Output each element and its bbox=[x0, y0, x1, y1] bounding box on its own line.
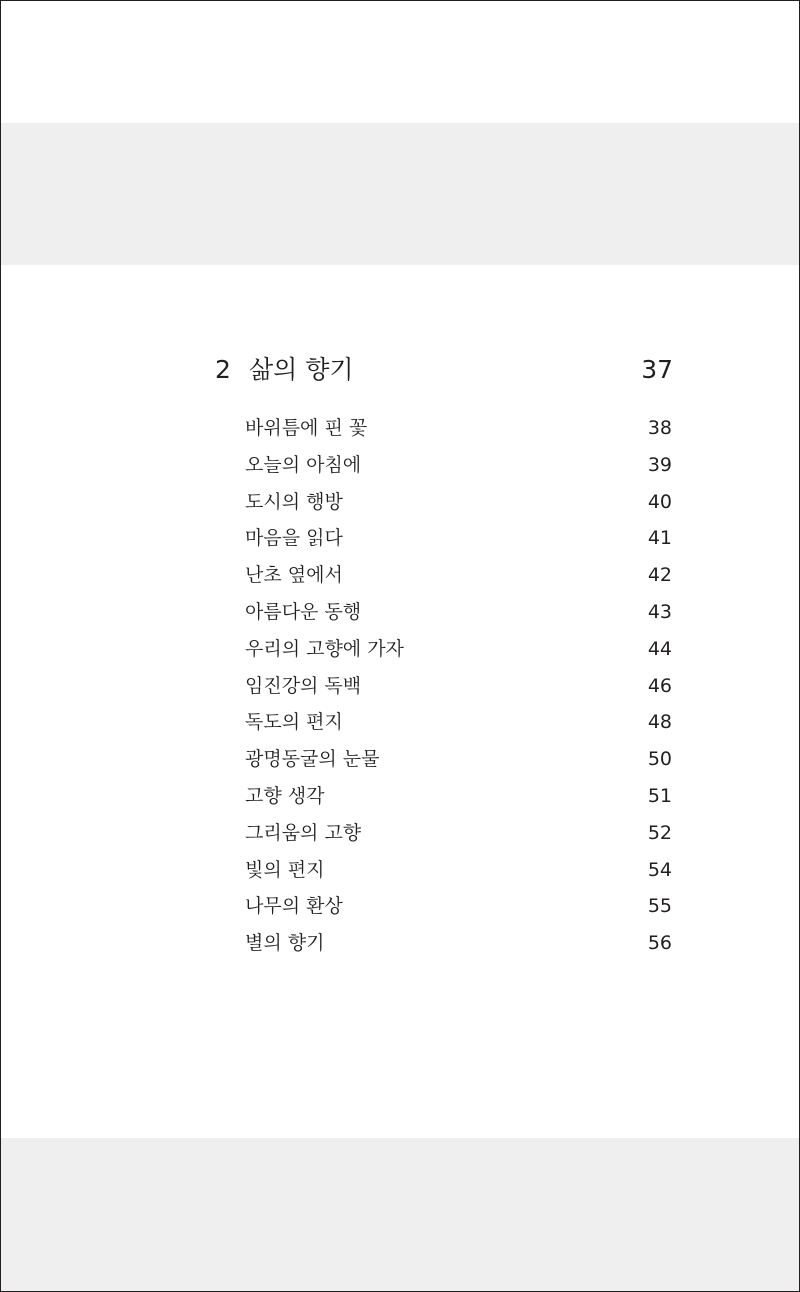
toc-entry-title: 마음을 읽다 bbox=[245, 527, 343, 550]
toc-entry-page: 48 bbox=[647, 711, 672, 734]
toc-entry-title: 별의 향기 bbox=[245, 932, 325, 955]
toc-entry-title: 아름다운 동행 bbox=[245, 600, 362, 623]
toc-entry-page: 46 bbox=[647, 674, 672, 697]
toc-list bbox=[1, 409, 799, 961]
toc-entry-page: 44 bbox=[647, 637, 672, 660]
toc-entry-page: 56 bbox=[647, 932, 672, 955]
toc-entry-title: 오늘의 아침에 bbox=[245, 453, 362, 476]
bottom-gray-band bbox=[1, 1138, 799, 1291]
toc-entry-page: 54 bbox=[647, 858, 672, 881]
toc-entry-page: 50 bbox=[647, 748, 672, 771]
toc-entry[interactable] bbox=[1, 483, 799, 520]
toc-entry-title: 그리움의 고향 bbox=[245, 821, 362, 844]
toc-entry[interactable] bbox=[1, 887, 799, 924]
toc-entry[interactable] bbox=[1, 556, 799, 593]
toc-entry[interactable] bbox=[1, 740, 799, 777]
toc-entry-title: 난초 옆에서 bbox=[245, 564, 343, 587]
chapter-page-number: 37 bbox=[641, 355, 673, 384]
chapter-heading[interactable] bbox=[1, 349, 799, 393]
chapter-number: 2 bbox=[215, 355, 231, 384]
toc-entry-title: 바위틈에 핀 꽃 bbox=[245, 417, 368, 439]
toc-entry[interactable] bbox=[1, 851, 799, 888]
toc-entry[interactable] bbox=[1, 593, 799, 630]
toc-entry-page: 55 bbox=[647, 895, 672, 918]
toc-entry-title: 도시의 행방 bbox=[245, 490, 343, 513]
toc-entry-title: 우리의 고향에 가자 bbox=[245, 637, 404, 660]
top-gray-band bbox=[1, 123, 799, 265]
toc-entry-title: 광명동굴의 눈물 bbox=[245, 748, 380, 771]
toc-entry-page: 51 bbox=[647, 784, 672, 807]
toc-entry[interactable] bbox=[1, 814, 799, 851]
chapter-title: 삶의 향기 bbox=[249, 355, 354, 384]
toc-entry[interactable] bbox=[1, 630, 799, 667]
toc-entry[interactable] bbox=[1, 519, 799, 556]
toc-entry-page: 42 bbox=[647, 564, 672, 587]
toc-entry[interactable] bbox=[1, 924, 799, 961]
toc-entry[interactable] bbox=[1, 409, 799, 446]
toc-entry-page: 52 bbox=[647, 821, 672, 844]
toc-entry-title: 빛의 편지 bbox=[245, 858, 325, 881]
toc-entry-title: 고향 생각 bbox=[245, 784, 325, 807]
toc-entry[interactable] bbox=[1, 446, 799, 483]
toc-entry-title: 독도의 편지 bbox=[245, 711, 343, 734]
toc-entry[interactable] bbox=[1, 703, 799, 740]
toc-entry-page: 39 bbox=[647, 453, 672, 476]
toc-entry-page: 41 bbox=[647, 527, 672, 550]
toc-entry-title: 나무의 환상 bbox=[245, 895, 343, 918]
toc-entry-page: 38 bbox=[647, 417, 672, 439]
toc-entry-page: 40 bbox=[647, 490, 672, 513]
toc-entry-page: 43 bbox=[647, 600, 672, 623]
toc-entry[interactable] bbox=[1, 667, 799, 704]
toc-entry[interactable] bbox=[1, 777, 799, 814]
toc-entry-title: 임진강의 독백 bbox=[245, 674, 362, 697]
